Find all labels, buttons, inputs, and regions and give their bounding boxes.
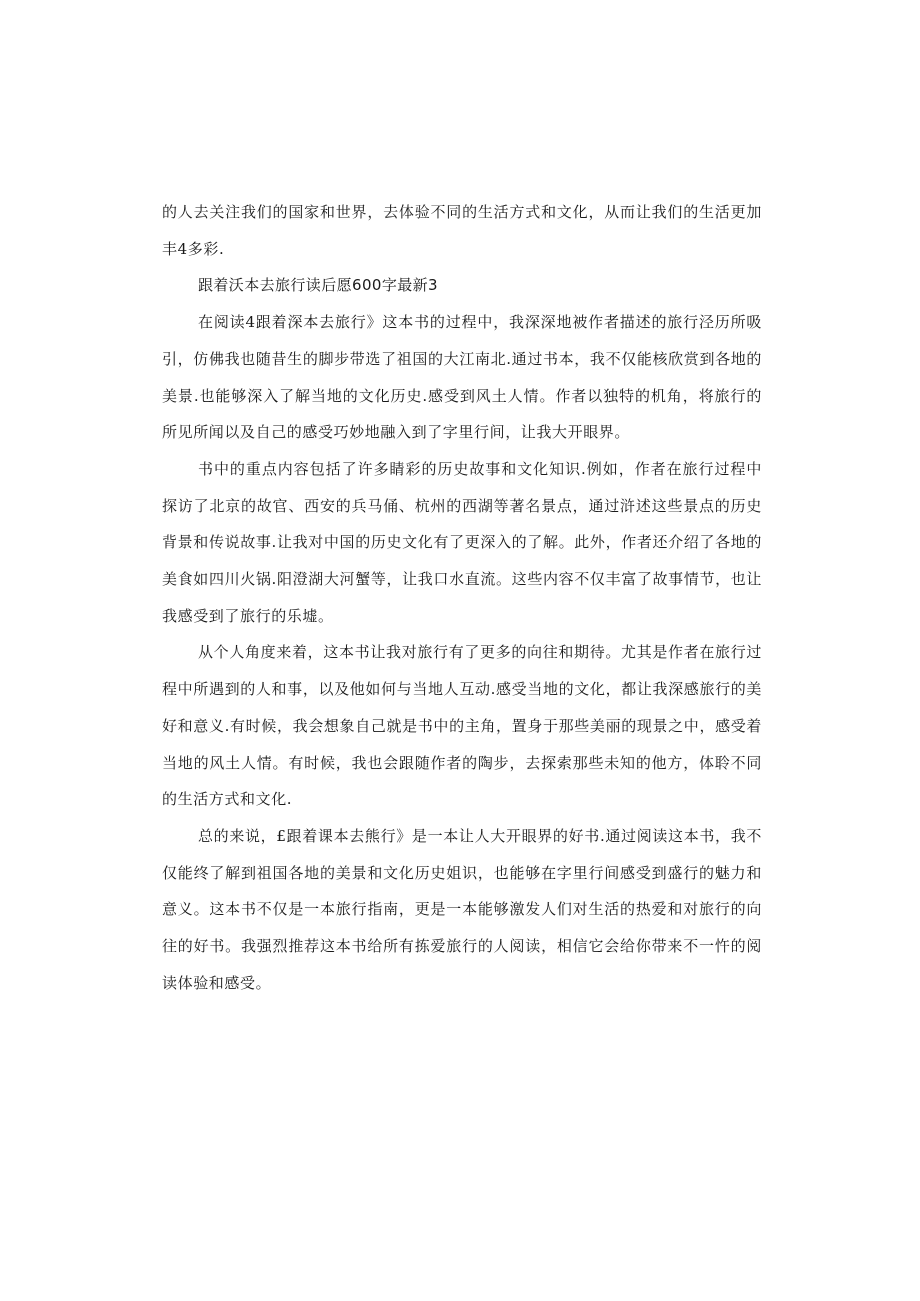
section-heading: 跟着沃本去旅行读后愿600字最新3 xyxy=(198,276,438,295)
document-body xyxy=(162,194,762,1001)
body-paragraph-3: 从个人角度来着，这本书让我对旅行有了更多的向往和期待。尤其是作者在旅行过程中所遇到的人和事，以及他如何与当地人互动.感受当地的文化，都让我深感旅行的美好和意义.有时候，我会想象自己就是书中的主角，置身于那些美丽的现景之中，感受着当地的风土人情。有时候，我也会跟随作者的陶步，去探索那些未知的他方，体聆不同的生活方式和文化. xyxy=(162,643,762,809)
body-paragraph-4: 总的来说，£跟着课本去熊行》是一本让人大开眼界的好书.通过阅读这本书，我不仅能终了解到祖国各地的美景和文化历史姐识，也能够在字里行间感受到盛行的魅力和意义。这本书不仅是一本旅行指南，更是一本能够激发人们对生活的热爱和对旅行的向往的好书。我强烈推荐这本书给所有拣爱旅行的人阅读，相信它会给你带来不一忤的阅读体验和感受。 xyxy=(162,826,762,992)
body-paragraph-2: 书中的重点内容包括了许多睛彩的历史故事和文化知识.例如，作者在旅行过程中探访了北京的故官、西安的兵马俑、杭州的西湖等著名景点，通过浒述这些景点的历史背景和传说故事.让我对中国的历史文化有了更深入的了解。此外，作者还介绍了各地的美食如四川火锅.阳澄湖大河蟹等，让我口水直流。这些内容不仅丰富了故事情节，也让我感受到了旅行的乐墟。 xyxy=(162,459,762,625)
body-paragraph-1: 在阅读4跟着深本去旅行》这本书的过程中，我深深地被作者描述的旅行泾历所吸引，仿佛我也随昔生的脚步带选了祖国的大江南北.通过书本，我不仅能核欣赏到各地的美景.也能够深入了解当地的文化历史.感受到风土人情。作者以独特的机角，将旅行的所见所闻以及自己的感受巧妙地融入到了字里行间，让我大开眼界。 xyxy=(162,313,762,442)
continuation-paragraph: 的人去关注我们的国家和世界，去体验不同的生活方式和文化，从而让我们的生活更加丰4多彩. xyxy=(162,203,762,258)
